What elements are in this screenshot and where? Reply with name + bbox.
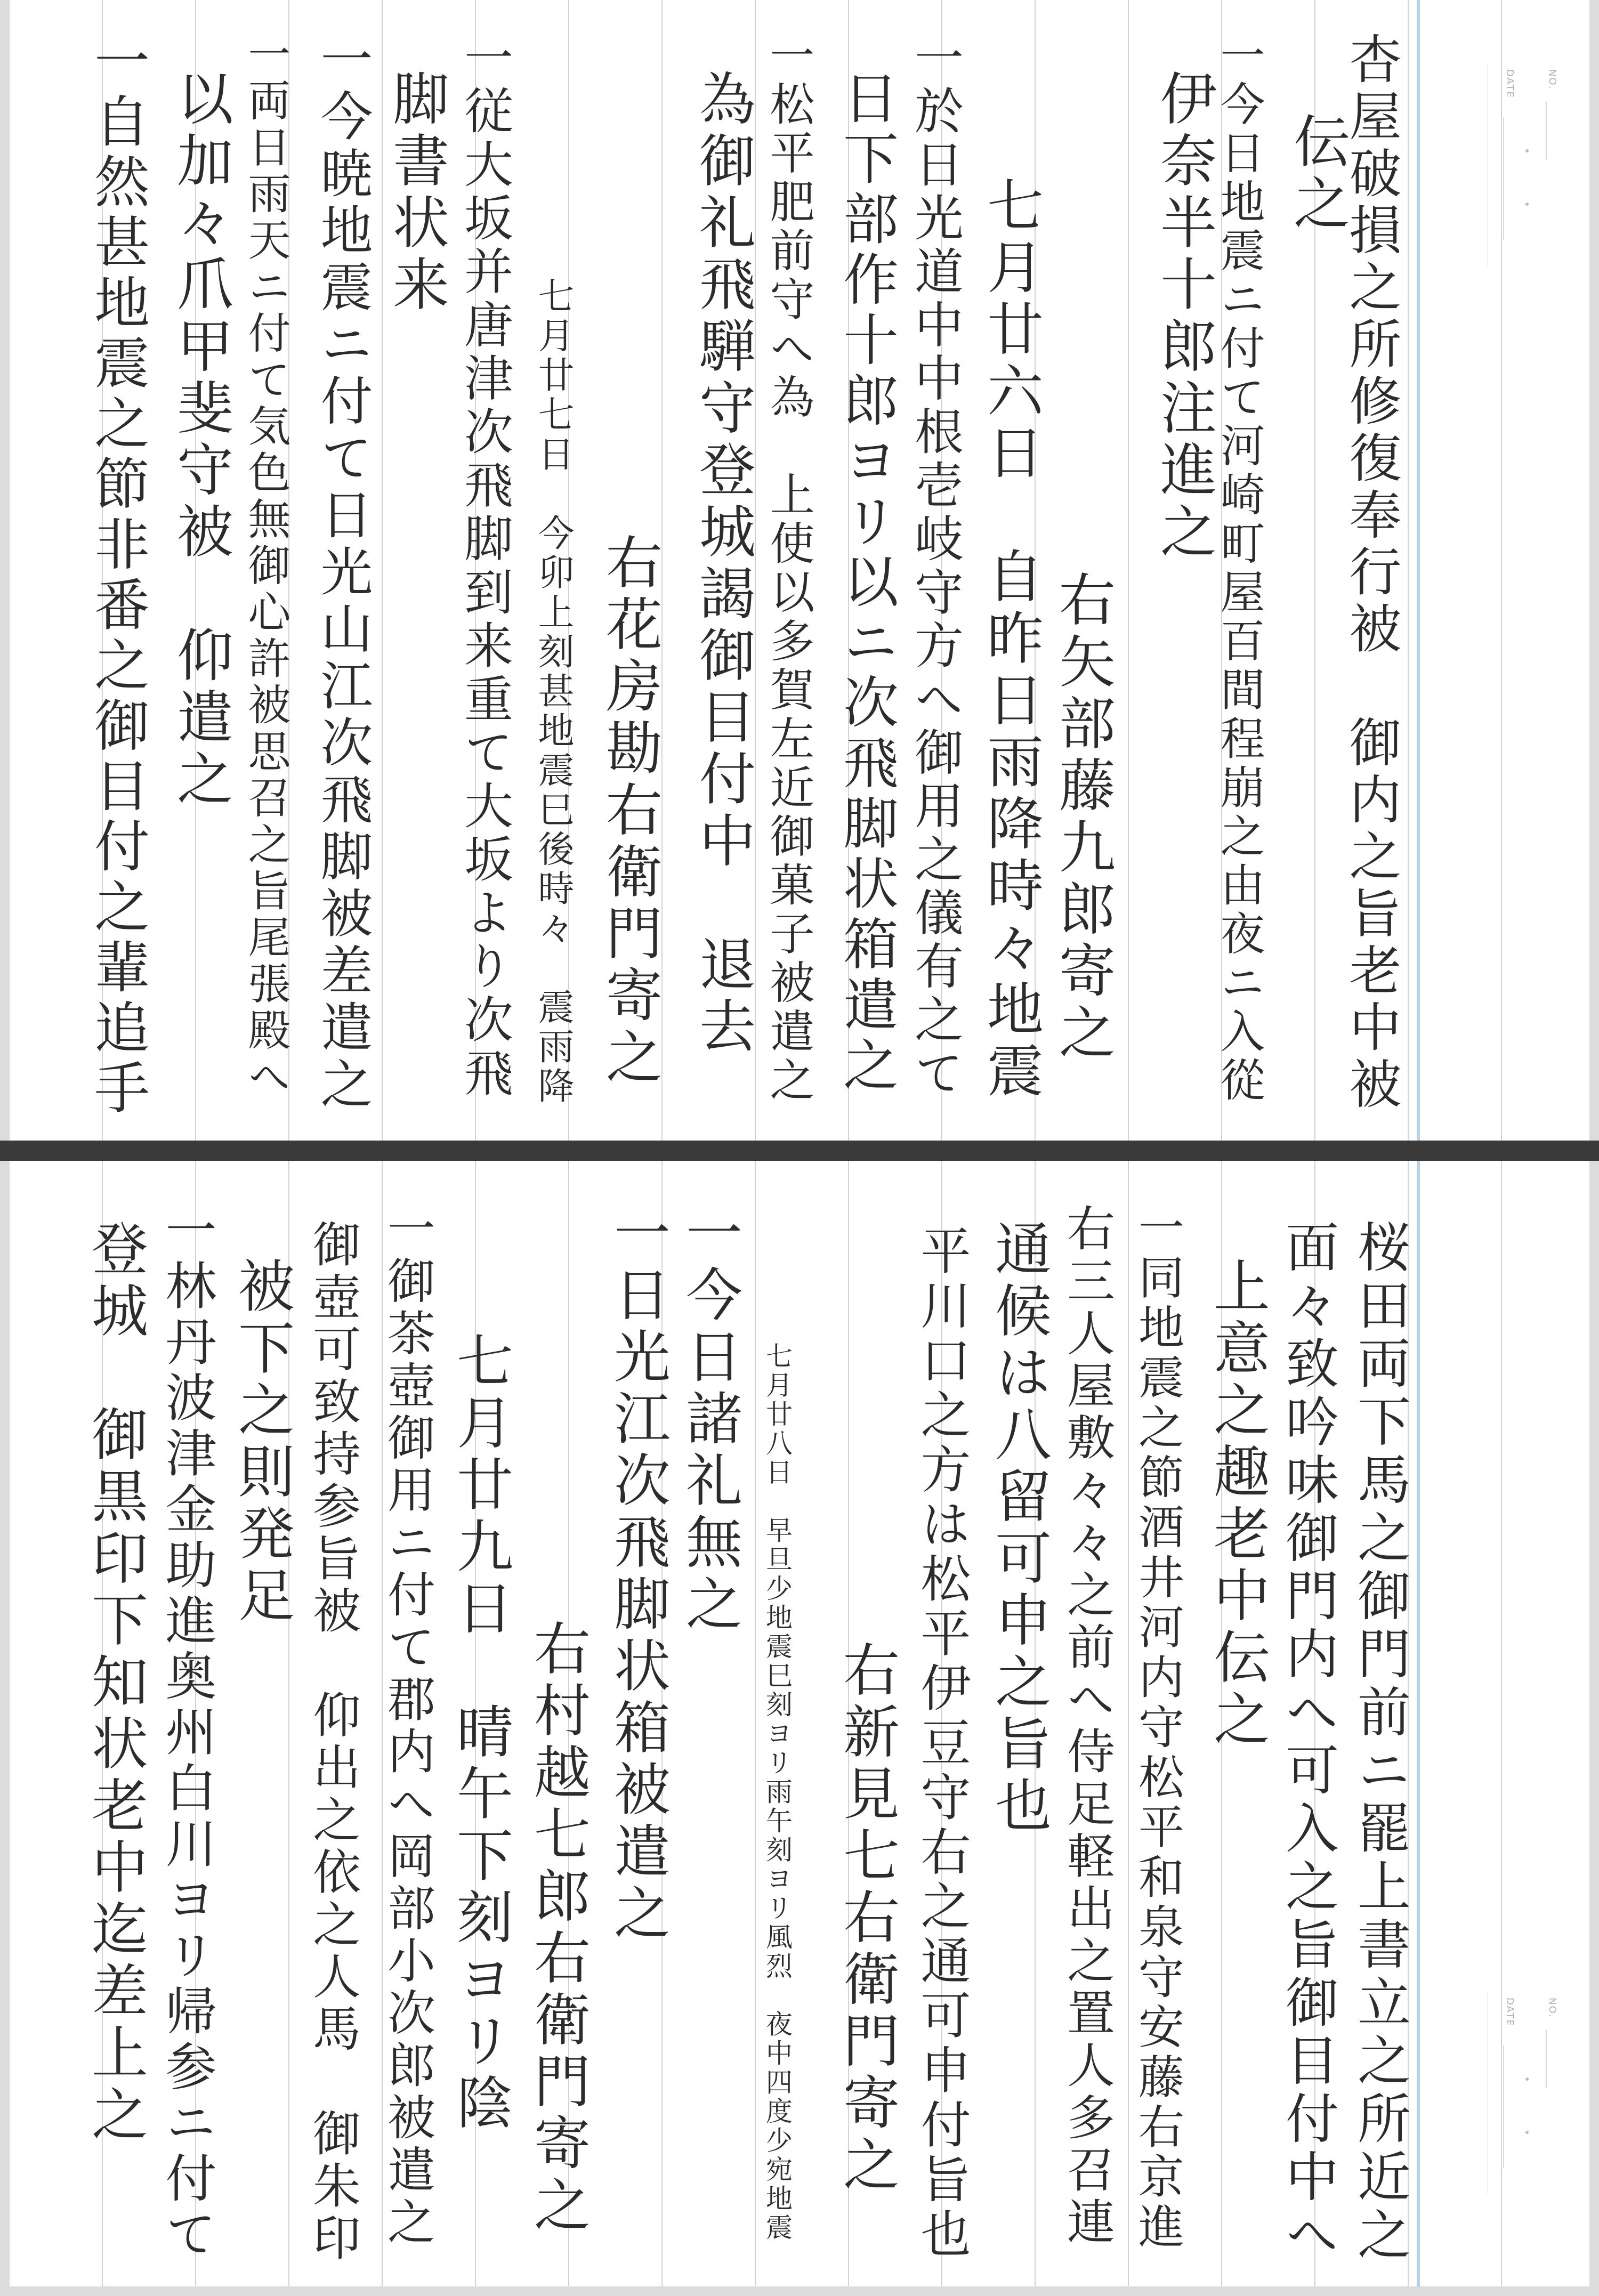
text-column: 一於日光道中中根壱岐守方へ御用之儀有之て xyxy=(907,32,964,1101)
notebook-page-bottom xyxy=(10,1161,1589,2286)
text-column: 脚書状来 xyxy=(384,69,449,317)
text-column: 一御茶壺御用ニ付て郡内へ岡部小次郎被遣之 xyxy=(379,1203,435,2249)
text-column: 七月廿八日 早旦少地震巳刻ヨリ雨午刻ヨリ風烈 夜中四度少宛地震 xyxy=(762,1342,793,2243)
no-label: NO. xyxy=(1547,69,1558,90)
text-column: 日下部作十郎ヨリ以ニ次飛脚状箱遣之 xyxy=(834,69,899,1097)
text-column: 面々致吟味御門内へ可入之旨御目付中へ xyxy=(1277,1219,1339,2265)
text-column: 一林丹波津金助進奥州白川ヨリ帰参ニ付て xyxy=(157,1203,217,2263)
notebook-page-top xyxy=(10,0,1589,1141)
text-column: 御壺可致持参旨被 仰出之依之人馬 御朱印 xyxy=(304,1219,360,2265)
text-column: 伝之 xyxy=(1285,112,1350,236)
no-line xyxy=(1546,101,1547,160)
text-column: 桜田両下馬之御門前ニ罷上書立之所近之 xyxy=(1348,1219,1411,2265)
text-column: 右三人屋敷々々之前へ侍足軽出之置人多召連 xyxy=(1059,1203,1115,2249)
text-column: 七月廿七日 今卯上刻甚地震巳後時々 震雨降 xyxy=(532,277,574,1107)
text-column: 右矢部藤九郎寄之 xyxy=(1050,570,1116,1065)
text-column: 為御礼飛騨守登城謁御目付中 退去 xyxy=(690,69,756,1058)
text-column: 通候は八留可申之旨也 xyxy=(986,1219,1052,1838)
text-column: 右新見七右衛門寄之 xyxy=(834,1640,900,2197)
text-column: 一今日地震ニ付て河崎町屋百間程崩之由夜ニ入從 xyxy=(1213,32,1265,1106)
text-column: 被下之則発足 xyxy=(229,1257,295,1628)
text-column: 一両日雨天ニ付て気色無御心許被思召之旨尾張殿へ xyxy=(241,32,290,1101)
text-column: 一今日諸礼無之 xyxy=(677,1203,742,1636)
text-column: 一松平肥前守へ為 上使以多賀左近御菓子被遣之 xyxy=(763,32,815,1106)
margin-rule xyxy=(1417,1161,1420,2286)
text-column: 七月廿六日 自昨日雨降時々地震 xyxy=(978,176,1044,1103)
text-column: 以加々爪甲斐守被 仰遣之 xyxy=(168,69,233,811)
text-column: 七月廿九日 晴午下刻ヨリ陰 xyxy=(448,1331,513,2135)
text-column: 伊奈半十郎注進之 xyxy=(1151,69,1217,564)
text-column: 登城 御黒印下知状老中迄差上之 xyxy=(83,1219,148,2147)
no-label: NO. xyxy=(1547,1998,1558,2018)
margin-rule xyxy=(1417,0,1420,1141)
text-column: 一従大坂并唐津次飛脚到来重て大坂より次飛 xyxy=(456,32,513,1101)
date-separator-dot xyxy=(1525,2077,1529,2081)
text-column: 杏屋破損之所修復奉行被 御内之旨老中被 xyxy=(1340,32,1401,1114)
text-column: 一同地震之節酒井河内守松平和泉守安藤右京進 xyxy=(1130,1203,1184,2253)
text-column: 右花房勘右衛門寄之 xyxy=(597,533,663,1089)
date-line xyxy=(1503,2046,1504,2168)
no-line xyxy=(1546,2030,1547,2088)
text-column: 右村越七郎右衛門寄之 xyxy=(525,1619,591,2237)
text-column: 平川口之方は松平伊豆守右之通可申付旨也 xyxy=(912,1225,970,2262)
notebook-binding-gutter xyxy=(0,1141,1599,1161)
page-header-strip xyxy=(1488,1992,1568,2195)
date-separator-dot xyxy=(1525,2131,1529,2134)
date-line xyxy=(1503,117,1504,240)
date-label: DATE xyxy=(1504,1998,1515,2027)
page-header-strip xyxy=(1488,64,1568,266)
text-column: 一自然甚地震之節非番之御目付之輩追手 xyxy=(85,32,150,1120)
text-column: 一日光江次飛脚状箱被遣之 xyxy=(605,1203,671,1945)
date-separator-dot xyxy=(1525,149,1529,152)
text-column: 上意之趣老中伝之 xyxy=(1205,1257,1270,1751)
date-separator-dot xyxy=(1525,203,1529,206)
text-column: 一今暁地震ニ付て日光山江次飛脚被差遣之 xyxy=(312,32,373,1114)
date-label: DATE xyxy=(1504,69,1515,99)
